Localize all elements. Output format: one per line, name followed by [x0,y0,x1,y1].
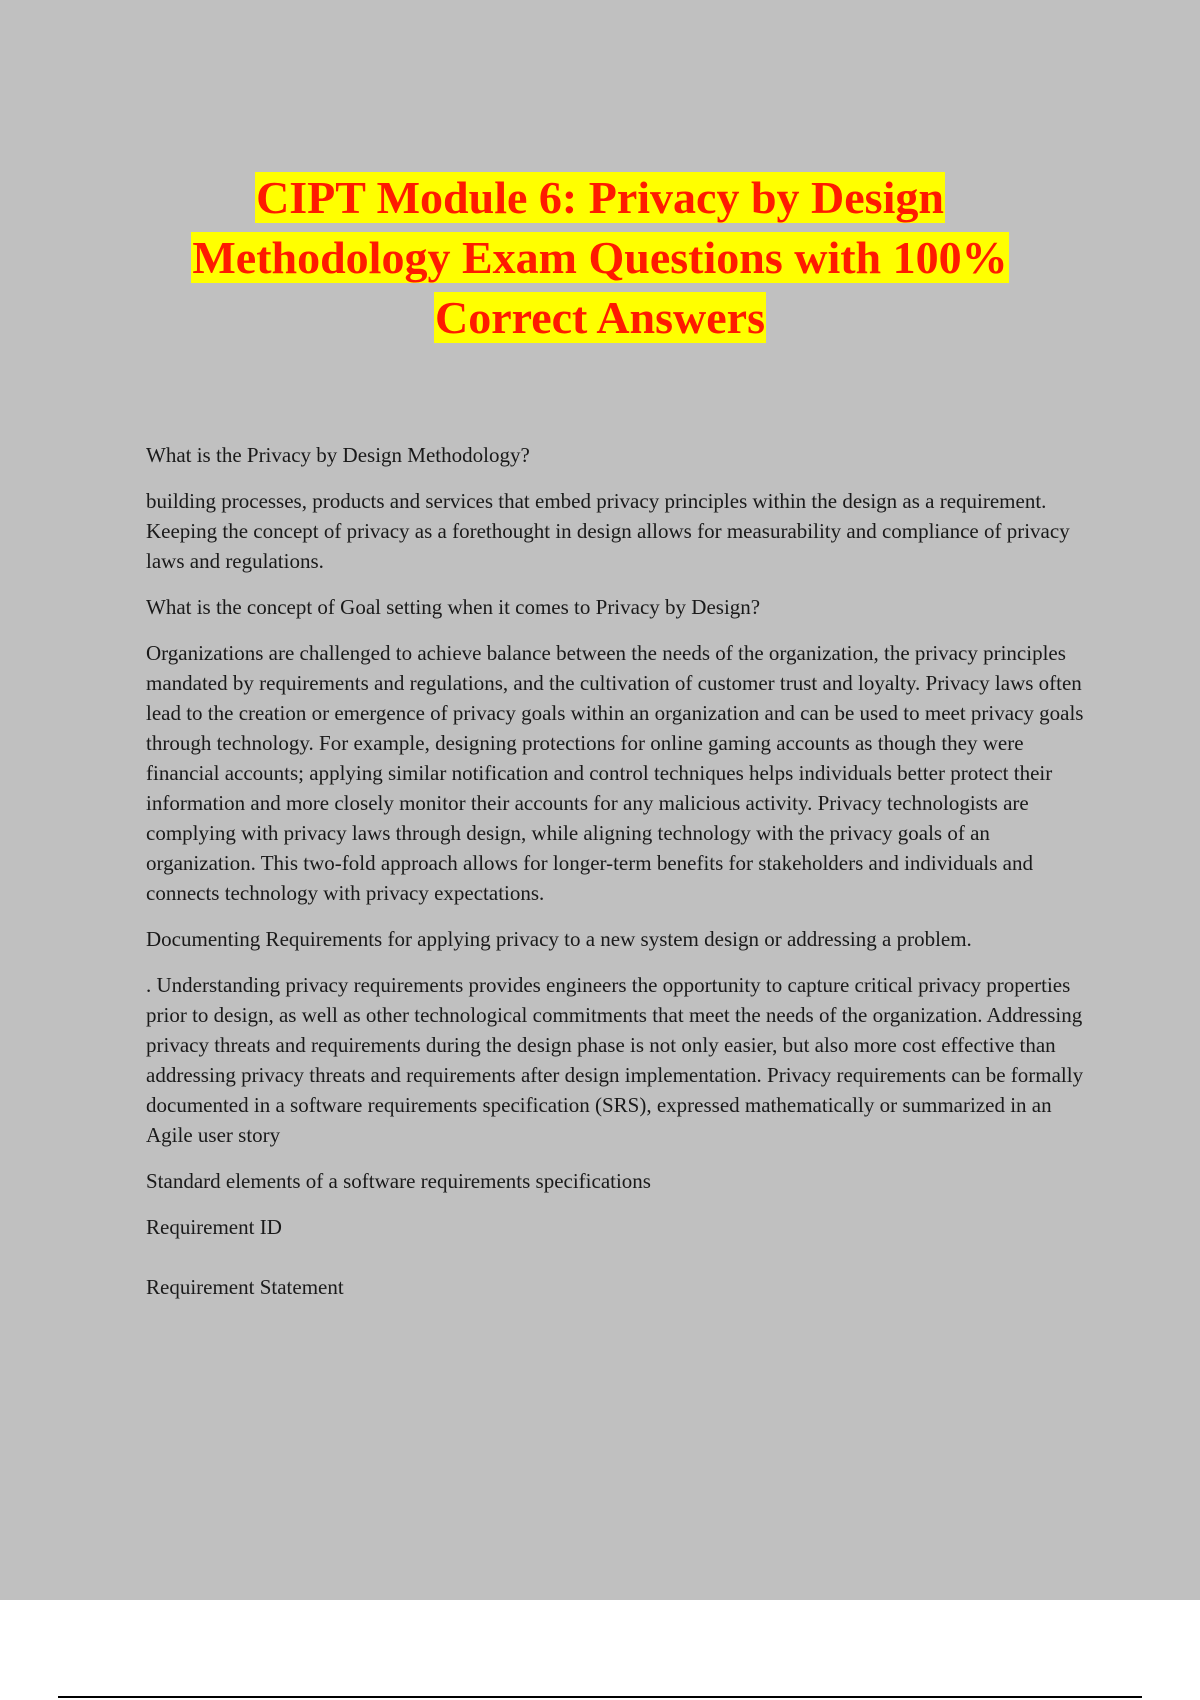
question-documenting-requirements: Documenting Requirements for applying privacy to a new system design or addressing a problem. [146,927,972,951]
document-title [100,168,1100,348]
srs-element-requirement-statement: Requirement Statement [146,1275,344,1299]
question-srs-elements: Standard elements of a software requirements specifications [146,1169,651,1193]
title-line-2: Methodology Exam Questions with 100% [192,232,1008,283]
question-goal-setting: What is the concept of Goal setting when it comes to Privacy by Design? [146,595,761,619]
answer-privacy-by-design: building processes, products and services that embed privacy principles within the design as a requirement. Keeping the concept of privacy as a forethought in design allows for measurability and compliance of privacy laws and regulations. [146,489,1070,573]
srs-element-requirement-id: Requirement ID [146,1215,282,1239]
answer-goal-setting: Organizations are challenged to achieve balance between the needs of the organization, the privacy principles mandated by requirements and regulations, and the cultivation of customer trust and loyalty. Privacy laws often lead to the creation or emergence of privacy goals within an organization and can be used to meet privacy goals through technology. For example, designing protections for online gaming accounts as though they were financial accounts; applying similar notification and control techniques helps individuals better protect their information and more closely monitor their accounts for any malicious activity. Privacy technologists are complying with privacy laws through design, while aligning technology with the privacy goals of an organization. This two-fold approach allows for longer-term benefits for stakeholders and individuals and connects technology with privacy expectations. [146,641,1084,905]
document-body [146,440,1086,1318]
footer-divider [58,1696,1142,1698]
answer-documenting-requirements: . Understanding privacy requirements provides engineers the opportunity to capture critical privacy properties prior to design, as well as other technological commitments that meet the needs of the organization. Addressing privacy threats and requirements during the design phase is not only easier, but also more cost effective than addressing privacy threats and requirements after design implementation. Privacy requirements can be formally documented in a software requirements specification (SRS), expressed mathematically or summarized in an Agile user story [146,973,1084,1147]
title-line-1: CIPT Module 6: Privacy by Design [256,172,944,223]
title-line-3: Correct Answers [435,292,765,343]
question-privacy-by-design: What is the Privacy by Design Methodology? [146,443,530,467]
